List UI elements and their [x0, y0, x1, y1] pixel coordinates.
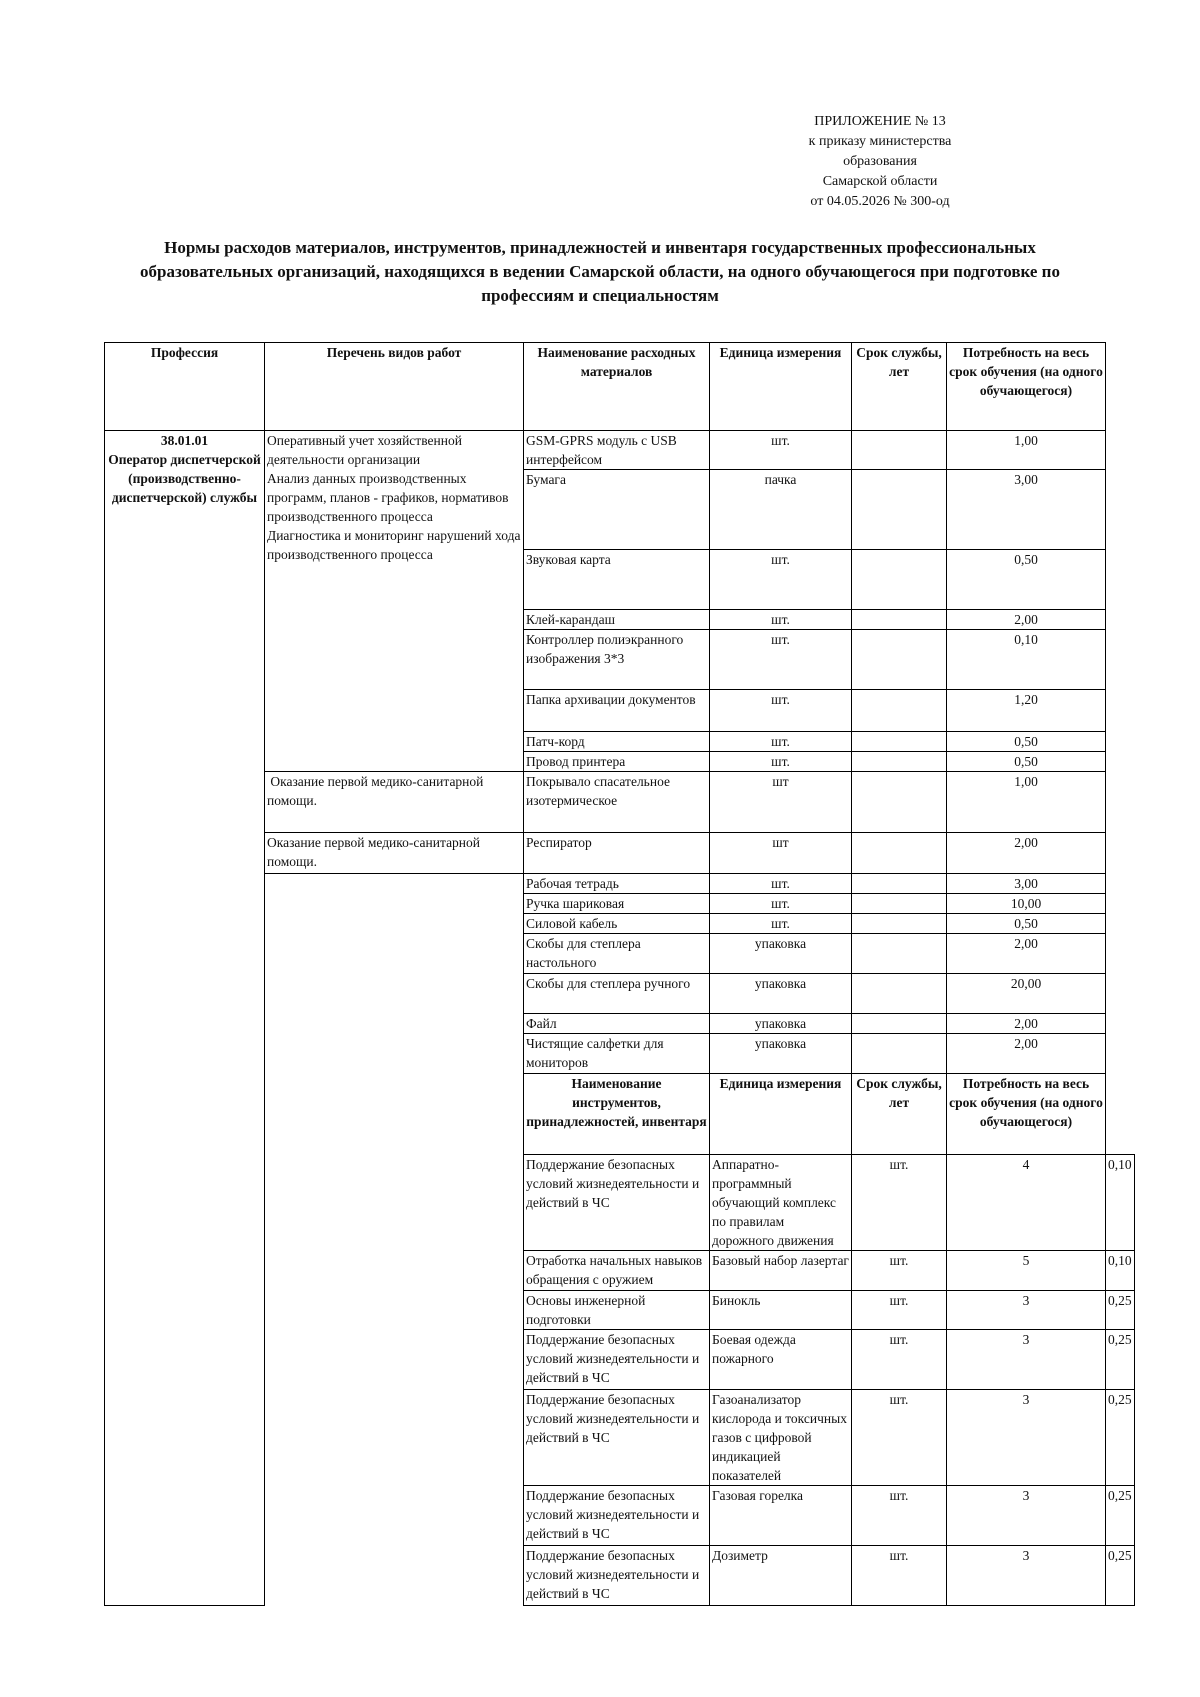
header-term: Срок службы, лет	[852, 343, 947, 431]
material-unit: шт.	[710, 610, 852, 630]
material-name: Чистящие салфетки для мониторов	[524, 1034, 710, 1074]
material-term	[852, 732, 947, 752]
material-need: 0,50	[947, 732, 1106, 752]
tool-name: Газоанализатор кислорода и токсичных газов с цифровой индикацией показателей	[710, 1390, 852, 1486]
material-name: Бумага	[524, 470, 710, 550]
work-item: Оперативный учет хозяйственной деятельности организации	[267, 433, 462, 467]
tool-need: 0,25	[1106, 1390, 1135, 1486]
work-cell: Отработка начальных навыков обращения с оружием	[524, 1251, 710, 1291]
works-empty-cell	[265, 874, 524, 1606]
profession-code: 38.01.01	[160, 433, 209, 448]
material-unit: упаковка	[710, 1014, 852, 1034]
material-name: Респиратор	[524, 833, 710, 874]
tool-term: 3	[947, 1291, 1106, 1330]
material-need: 2,00	[947, 1034, 1106, 1074]
material-term	[852, 1014, 947, 1034]
work-item: Анализ данных производственных программ, планов - графиков, нормативов производственного процесса	[267, 471, 509, 524]
work-item: Диагностика и мониторинг нарушений хода производственного процесса	[267, 528, 521, 562]
tool-need: 0,25	[1106, 1330, 1135, 1390]
material-name: Скобы для степлера ручного	[524, 974, 710, 1014]
tool-name: Базовый набор лазертаг	[710, 1251, 852, 1291]
tool-need: 0,25	[1106, 1546, 1135, 1606]
material-unit: шт.	[710, 431, 852, 470]
tool-unit: шт.	[852, 1546, 947, 1606]
work-cell: Основы инженерной подготовки	[524, 1291, 710, 1330]
work-cell: Поддержание безопасных условий жизнедеятельности и действий в ЧС	[524, 1330, 710, 1390]
material-need: 2,00	[947, 934, 1106, 974]
material-term	[852, 772, 947, 833]
material-need: 2,00	[947, 610, 1106, 630]
material-name: Файл	[524, 1014, 710, 1034]
tool-name: Дозиметр	[710, 1546, 852, 1606]
tool-term: 3	[947, 1390, 1106, 1486]
material-name: Звуковая карта	[524, 550, 710, 610]
material-need: 1,00	[947, 772, 1106, 833]
material-need: 1,00	[947, 431, 1106, 470]
tool-unit: шт.	[852, 1155, 947, 1251]
material-name: Провод принтера	[524, 752, 710, 772]
header-material-name: Наименование расходных материалов	[524, 343, 710, 431]
material-need: 3,00	[947, 470, 1106, 550]
appendix-region-line: Самарской области	[822, 174, 938, 189]
appendix-ministry-line: образования	[843, 154, 917, 169]
material-term	[852, 934, 947, 974]
works-group-cell	[265, 431, 524, 772]
material-term	[852, 894, 947, 914]
material-term	[852, 550, 947, 610]
material-unit: шт.	[710, 752, 852, 772]
material-name: Контроллер полиэкранного изображения 3*3	[524, 630, 710, 690]
material-unit: шт.	[710, 732, 852, 752]
work-cell: Поддержание безопасных условий жизнедеятельности и действий в ЧС	[524, 1155, 710, 1251]
profession-name: Оператор диспетчерской (производственно-диспетчерской) службы	[108, 452, 261, 505]
tools-header-unit: Единица измерения	[710, 1074, 852, 1155]
appendix-date-line: от 04.05.2026 № 300-од	[810, 194, 950, 209]
material-need: 0,50	[947, 752, 1106, 772]
material-term	[852, 690, 947, 732]
appendix-header	[780, 112, 980, 212]
table-row	[105, 431, 1135, 470]
tools-header-need: Потребность на весь срок обучения (на одного обучающегося)	[947, 1074, 1106, 1155]
material-term	[852, 610, 947, 630]
tool-unit: шт.	[852, 1486, 947, 1546]
material-unit: упаковка	[710, 934, 852, 974]
material-term	[852, 1034, 947, 1074]
material-unit: шт.	[710, 914, 852, 934]
material-term	[852, 470, 947, 550]
header-unit: Единица измерения	[710, 343, 852, 431]
tool-need: 0,10	[1106, 1155, 1135, 1251]
material-need: 1,20	[947, 690, 1106, 732]
table-header-row	[105, 343, 1135, 431]
material-unit: шт.	[710, 894, 852, 914]
tool-name: Аппаратно-программный обучающий комплекс по правилам дорожного движения	[710, 1155, 852, 1251]
material-name: Скобы для степлера настольного	[524, 934, 710, 974]
work-cell: Оказание первой медико-санитарной помощи.	[265, 833, 524, 874]
material-unit: шт.	[710, 550, 852, 610]
tool-term: 3	[947, 1546, 1106, 1606]
material-need: 10,00	[947, 894, 1106, 914]
material-need: 20,00	[947, 974, 1106, 1014]
tool-term: 5	[947, 1251, 1106, 1291]
material-term	[852, 974, 947, 1014]
material-term	[852, 833, 947, 874]
material-term	[852, 630, 947, 690]
tool-name: Газовая горелка	[710, 1486, 852, 1546]
tool-unit: шт.	[852, 1390, 947, 1486]
tool-need: 0,25	[1106, 1486, 1135, 1546]
tool-term: 4	[947, 1155, 1106, 1251]
material-need: 0,10	[947, 630, 1106, 690]
material-unit: пачка	[710, 470, 852, 550]
tools-header-name: Наименование инструментов, принадлежностей, инвентаря	[524, 1074, 710, 1155]
material-name: Силовой кабель	[524, 914, 710, 934]
header-works: Перечень видов работ	[265, 343, 524, 431]
material-name: Рабочая тетрадь	[524, 874, 710, 894]
tool-name: Боевая одежда пожарного	[710, 1330, 852, 1390]
material-name: Патч-корд	[524, 732, 710, 752]
material-term	[852, 752, 947, 772]
tool-need: 0,25	[1106, 1291, 1135, 1330]
norms-table	[104, 342, 1135, 1606]
material-need: 3,00	[947, 874, 1106, 894]
material-unit: шт	[710, 833, 852, 874]
work-cell: Оказание первой медико-санитарной помощи.	[265, 772, 524, 833]
material-unit: шт.	[710, 690, 852, 732]
material-name: Клей-карандаш	[524, 610, 710, 630]
tool-name: Бинокль	[710, 1291, 852, 1330]
appendix-order-line: к приказу министерства	[808, 134, 952, 149]
tool-term: 3	[947, 1330, 1106, 1390]
tool-unit: шт.	[852, 1291, 947, 1330]
material-term	[852, 914, 947, 934]
profession-cell	[105, 431, 265, 1606]
material-need: 0,50	[947, 914, 1106, 934]
material-unit: шт.	[710, 630, 852, 690]
material-unit: упаковка	[710, 1034, 852, 1074]
header-need: Потребность на весь срок обучения (на одного обучающегося)	[947, 343, 1106, 431]
material-name: GSM-GPRS модуль с USB интерфейсом	[524, 431, 710, 470]
material-need: 0,50	[947, 550, 1106, 610]
material-unit: шт	[710, 772, 852, 833]
material-unit: шт.	[710, 874, 852, 894]
tool-term: 3	[947, 1486, 1106, 1546]
material-name: Папка архивации документов	[524, 690, 710, 732]
work-cell: Поддержание безопасных условий жизнедеятельности и действий в ЧС	[524, 1486, 710, 1546]
work-cell: Поддержание безопасных условий жизнедеятельности и действий в ЧС	[524, 1546, 710, 1606]
header-profession: Профессия	[105, 343, 265, 431]
material-term	[852, 874, 947, 894]
material-need: 2,00	[947, 1014, 1106, 1034]
appendix-number: ПРИЛОЖЕНИЕ № 13	[814, 114, 946, 129]
material-term	[852, 431, 947, 470]
material-name: Ручка шариковая	[524, 894, 710, 914]
document-title: Нормы расходов материалов, инструментов, принадлежностей и инвентаря государственных профессиональных образовательных организаций, находящихся в ведении Самарской области, на одного обучающегося при подготовке по профессиям и специальностям	[140, 238, 1060, 305]
material-need: 2,00	[947, 833, 1106, 874]
tool-unit: шт.	[852, 1330, 947, 1390]
material-unit: упаковка	[710, 974, 852, 1014]
work-cell: Поддержание безопасных условий жизнедеятельности и действий в ЧС	[524, 1390, 710, 1486]
tool-need: 0,10	[1106, 1251, 1135, 1291]
tools-header-term: Срок службы, лет	[852, 1074, 947, 1155]
tool-unit: шт.	[852, 1251, 947, 1291]
material-name: Покрывало спасательное изотермическое	[524, 772, 710, 833]
